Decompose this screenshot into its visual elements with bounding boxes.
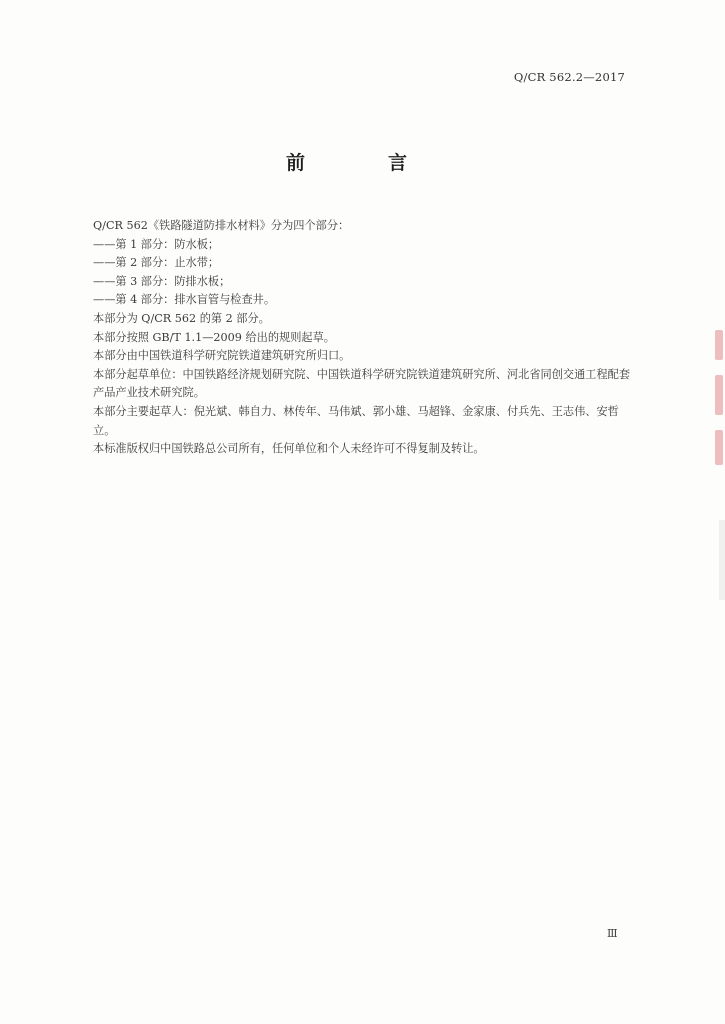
list-item-part-4: ——第 4 部分：排水盲管与检查井。 [93,293,276,307]
paragraph-responsible-org: 本部分由中国铁道科学研究院铁道建筑研究所归口。 [93,349,351,363]
list-item-part-1: ——第 1 部分：防水板； [93,237,220,251]
paragraph-drafting-rules: 本部分按照 GB/T 1.1—2009 给出的规则起草。 [93,330,335,344]
stamp-bleed-mark [711,330,725,470]
page-title: 前 言 [285,152,439,174]
paragraph-drafters: 本部分主要起草人：倪光斌、韩自力、林传年、马伟斌、郭小雄、马超锋、金家康、付兵先、王志伟、安哲立。 [93,404,619,437]
scan-edge-shadow [719,520,725,600]
list-item-part-2: ——第 2 部分：止水带； [93,256,220,270]
paragraph-drafting-units: 本部分起草单位：中国铁路经济规划研究院、中国铁道科学研究院铁道建筑研究所、河北省同创交通工程配套产品产业技术研究院。 [93,367,631,400]
standard-code: Q/CR 562.2—2017 [513,70,625,84]
paragraph-intro: Q/CR 562《铁路隧道防排水材料》分为四个部分： [93,219,350,232]
list-item-part-3: ——第 3 部分：防排水板； [93,274,231,288]
foreword-body [93,217,633,459]
page-number: Ⅲ [607,927,618,940]
paragraph-part-statement: 本部分为 Q/CR 562 的第 2 部分。 [93,311,270,325]
paragraph-copyright: 本标准版权归中国铁路总公司所有，任何单位和个人未经许可不得复制及转让。 [93,442,485,456]
